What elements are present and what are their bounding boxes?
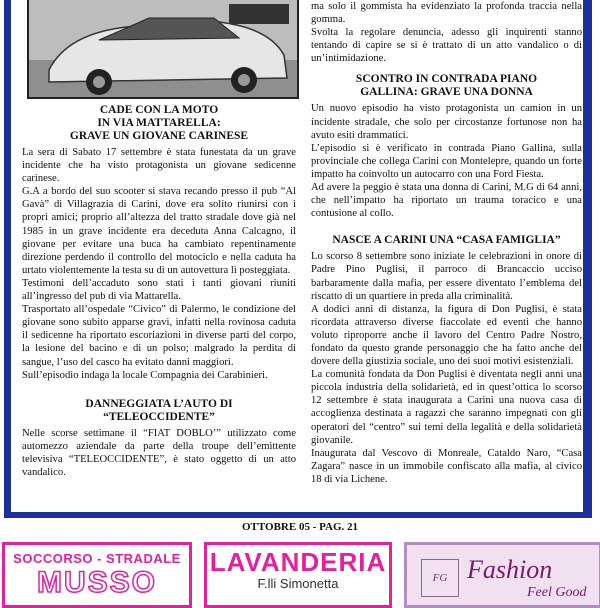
article-paragraph: Svolta la regolare denuncia, adesso gli inquirenti stanno tentando di capire se si è trattato di un atto vandalico o di un’intimidazione. — [311, 27, 582, 65]
ad-fashion[interactable] — [404, 542, 600, 608]
left-column — [22, 104, 296, 479]
article-paragraph: ma solo il gommista ha evidenziato la profonda traccia nella gomma. — [311, 1, 582, 26]
ad-soccorso-stradale[interactable] — [2, 542, 192, 608]
article-title-teleoccidente: DANNEGGIATA L’AUTO DI “TELEOCCIDENTE” — [85, 397, 233, 423]
article-title-casa-famiglia: NASCE A CARINI UNA “CASA FAMIGLIA” — [332, 234, 561, 247]
ad-soccorso-line2: MUSSO — [36, 566, 157, 599]
article-paragraph: L’episodio si è verificato in contrada Piano Gallina, sulla provinciale che collega Carini con Montelepre, quando un forte impatto ha coinvolto un autocarro con una Ford Fiesta. — [311, 142, 582, 180]
car-accident-photo — [27, 0, 299, 99]
article-paragraph: A dodici anni di distanza, la figura di Don Puglisi, è stata ricordata attraverso diverse fiaccolate ed eventi che hanno voluto riproporre anche il lavoro del Centro Padre Nostro, fondato da questo grande personaggio che ha fatto anche del dovere della giustizia sociale, uno dei suoi motivi esistenziali. — [311, 303, 582, 368]
page-footer: OTTOBRE 05 - PAG. 21 — [241, 521, 359, 533]
ad-fashion-line2: Feel Good — [527, 585, 587, 600]
article-title-moto: CADE CON LA MOTO IN VIA MATTARELLA: GRAVE UN GIOVANE CARINESE — [69, 104, 249, 142]
article-paragraph: Nelle scorse settimane il “FIAT DOBLO’” utilizzato come automezzo aziendale da parte della troupe dell’emittente televisiva “TELEOCCIDENTE”, è stato oggetto di un atto vandalico. — [22, 427, 296, 478]
ad-soccorso-line1: SOCCORSO - STRADALE — [13, 551, 181, 566]
article-paragraph: G.A a bordo del suo scooter si stava recando presso il pub “Al Gavà” di Villagrazia di Carini, dove era solito riunirsi con i propri amici; proprio all’altezza del tratto stradale dove già nel 1985 in un grave incidente era deceduta Anna Calcagno, il giovane per evitare una buca ha cambiato repentinamente direzione perdendo il controllo del motociclo e nella caduta ha urtato violentemente la testa su di un autovettura lì posteggiata. — [22, 186, 296, 276]
ad-lavanderia[interactable] — [204, 542, 392, 608]
article-title-piano-gallina: SCONTRO IN CONTRADA PIANO GALLINA: GRAVE UNA DONNA — [355, 73, 538, 99]
right-column — [311, 0, 582, 486]
ad-lavanderia-line1: LAVANDERIA — [209, 547, 387, 577]
article-paragraph: Ad avere la peggio è stata una donna di Carini, M.G di 64 anni, che nell’impatto ha riportato un trauma toracico e una contusione al collo. — [311, 182, 582, 220]
article-paragraph: Sull’episodio indaga la locale Compagnia dei Carabinieri. — [22, 369, 268, 381]
article-paragraph: Un nuovo episodio ha visto protagonista un camion in un incidente stradale, che solo per circostanze fortunose non ha avuto esiti drammatici. — [311, 103, 582, 141]
fashion-logo-icon: FG — [421, 559, 459, 597]
article-paragraph: La sera di Sabato 17 settembre è stata funestata da un grave incidente che ha visto protagonista un giovane sedicenne carinese. — [22, 147, 296, 185]
ads-strip — [0, 538, 600, 600]
ad-fashion-line1: Fashion — [467, 555, 553, 584]
article-paragraph: Testimoni dell’accaduto sono stati i tanti giovani riuniti all’ingresso del pub di via Mattarella. — [22, 277, 296, 303]
article-paragraph: Lo scorso 8 settembre sono iniziate le celebrazioni in onore di Padre Pino Puglisi, il parroco di Brancaccio ucciso barbaramente dalla mafia, per essere diventato l’emblema del riscatto di un quartiere in preda alla criminalità. — [311, 251, 582, 302]
ad-lavanderia-line2: F.lli Simonetta — [257, 576, 339, 591]
article-paragraph: La comunità fondata da Don Puglisi è diventata negli anni una piccola industria della solidarietà, ed in quest’ottica lo scorso 12 settembre è stata inaugurata a Carini una nuova casa di accoglienza destinata a ragazzi che saranno impegnati con gli operatori del “centro” sui temi della legalità e della solidarietà giovanile. — [311, 369, 582, 446]
article-paragraph: Inaugurata dal Vescovo di Monreale, Cataldo Naro, “Casa Zagara” nasce in un immobile confiscato alla mafia, al civico 18 di via Lichene. — [311, 447, 582, 485]
article-paragraph: Trasportato all’ospedale “Civico” di Palermo, le condizione del giovane sono subito apparse gravi, infatti nella rovinosa caduta il sedicenne ha riportato escoriazioni in diverse parti del corpo, la lesione del bacino e di un polso; malgrado la perdita di sangue, l’uso del casco ha evitato danni maggiori. — [22, 304, 296, 368]
